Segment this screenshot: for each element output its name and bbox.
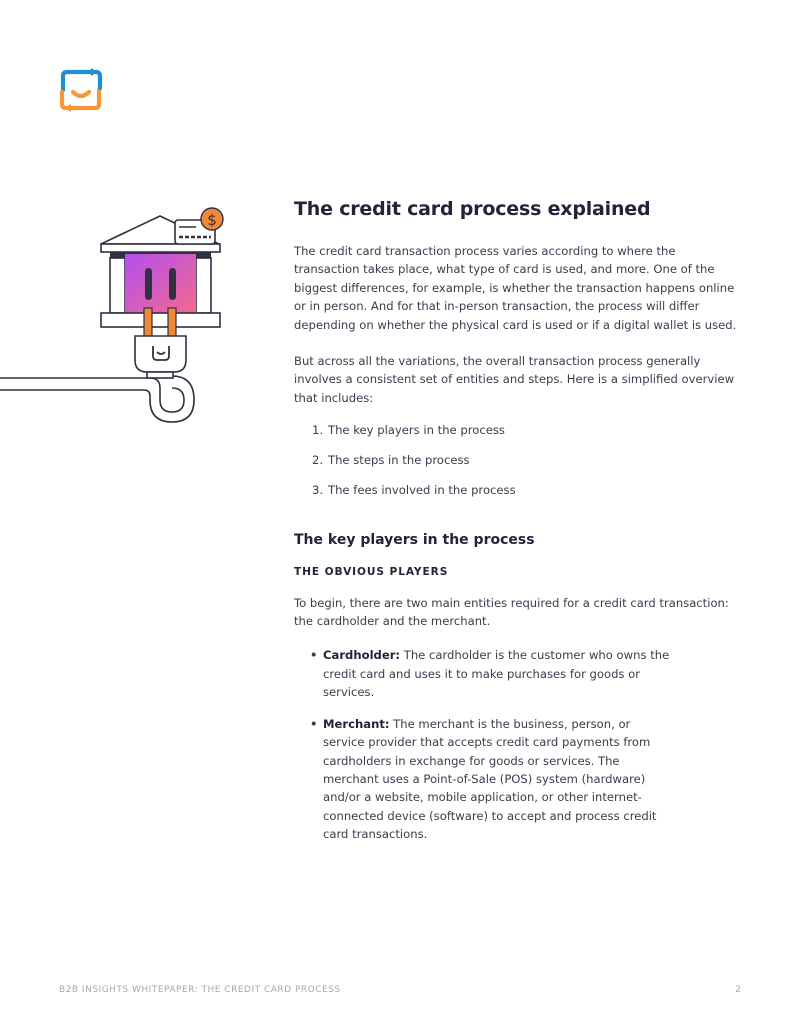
list-text: The fees involved in the process bbox=[328, 483, 516, 498]
list-number: 3. bbox=[312, 483, 324, 498]
smile-bag-logo-icon bbox=[58, 68, 104, 112]
list-item bbox=[312, 481, 744, 499]
subsection-heading: THE OBVIOUS PLAYERS bbox=[294, 565, 449, 578]
player-merchant bbox=[294, 715, 744, 844]
player-description: The merchant is the business, person, or service provider that accepts credit card payments from cardholders in exchange for goods or services. The merchant uses a Point-of-Sale (POS) system (hardware) and/or a website, mobile application, or other internet-connected device (software) to accept and process credit card transactions. bbox=[323, 716, 657, 842]
bullet: • bbox=[310, 648, 318, 663]
list-item bbox=[312, 451, 744, 469]
list-number: 2. bbox=[312, 453, 324, 468]
player-cardholder bbox=[294, 646, 744, 701]
list-number: 1. bbox=[312, 423, 324, 438]
intro-paragraph-1: The credit card transaction process varies according to where the transaction takes place, what type of card is used, and more. One of the biggest differences, for example, is whether the transaction happens online or in person. And for that in-person transaction, the process will differ depending on whether the physical card is used or if a digital wallet is used. bbox=[294, 244, 737, 332]
list-item bbox=[312, 421, 744, 439]
subsection-intro: To begin, there are two main entities required for a credit card transaction: the cardholder and the merchant. bbox=[294, 595, 729, 629]
footer-title: B2B INSIGHTS WHITEPAPER: THE CREDIT CARD PROCESS bbox=[59, 985, 341, 995]
page-title: The credit card process explained bbox=[294, 198, 651, 220]
list-text: The steps in the process bbox=[328, 453, 470, 468]
player-term: Merchant: bbox=[323, 716, 390, 731]
bullet: • bbox=[310, 716, 318, 731]
article bbox=[294, 198, 744, 857]
page-number: 2 bbox=[735, 985, 741, 995]
player-term: Cardholder: bbox=[323, 648, 401, 663]
section-heading: The key players in the process bbox=[294, 531, 535, 548]
overview-list bbox=[294, 421, 744, 499]
bank-plug-illustration-icon bbox=[0, 200, 240, 440]
list-text: The key players in the process bbox=[328, 423, 505, 438]
coin-symbol: $ bbox=[207, 211, 217, 229]
player-description: The cardholder is the customer who owns the credit card and uses it to make purchases for goods or services. bbox=[323, 648, 670, 700]
intro-paragraph-2: But across all the variations, the overall transaction process generally involves a consistent set of entities and steps. Here is a simplified overview that includes: bbox=[294, 354, 735, 405]
players-list bbox=[294, 646, 744, 843]
